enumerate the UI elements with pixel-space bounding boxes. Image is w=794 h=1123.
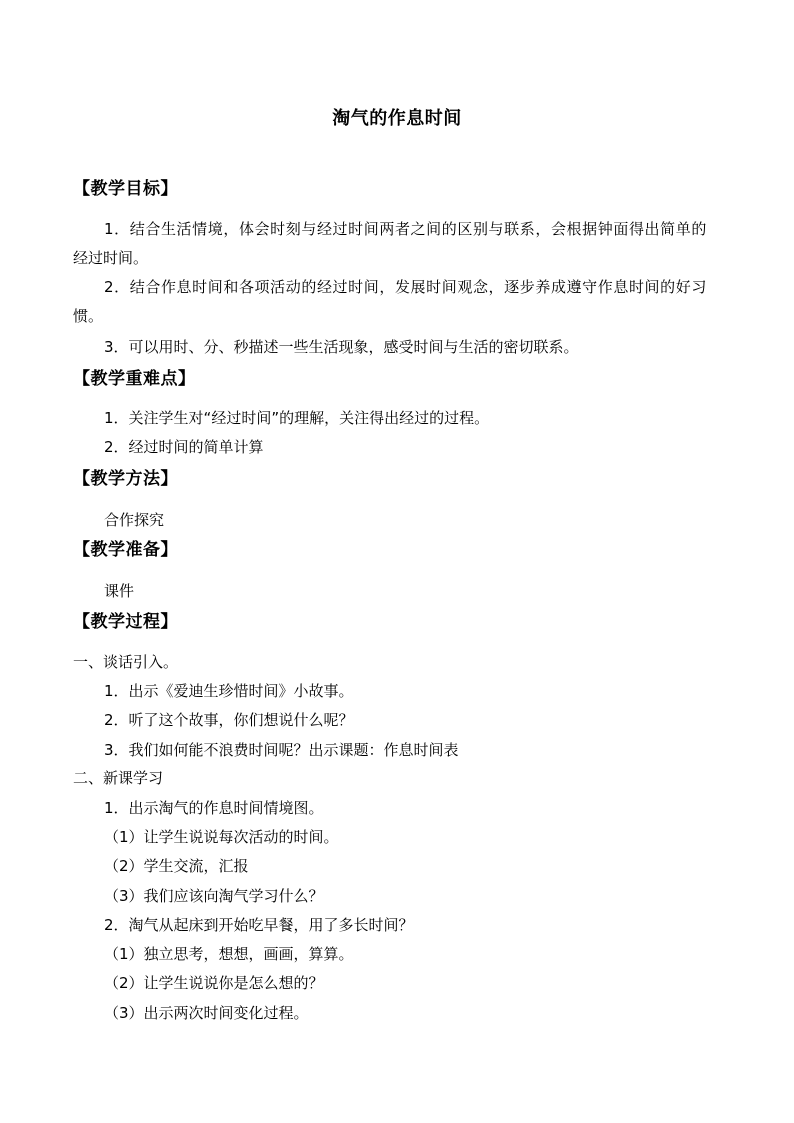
- process-part-2-item-1-sub-3: （3）我们应该向淘气学习什么？: [104, 887, 324, 905]
- key-point-item-1: 1．关注学生对“经过时间”的理解，关注得出经过的过程。: [104, 409, 490, 427]
- process-part-2-item-2-sub-1: （1）独立思考，想想，画画，算算。: [104, 945, 354, 963]
- process-part-2-title: 二、新课学习: [73, 769, 164, 787]
- process-part-1-item-1: 1．出示《爱迪生珍惜时间》小故事。: [104, 682, 354, 700]
- process-part-1-item-3: 3．我们如何能不浪费时间呢？出示课题：作息时间表: [104, 741, 459, 759]
- process-part-2-item-1-sub-1: （1）让学生说说每次活动的时间。: [104, 828, 339, 846]
- process-part-2-item-1-sub-2: （2）学生交流，汇报: [104, 857, 249, 875]
- section-heading-preparation: 【教学准备】: [73, 540, 178, 560]
- process-part-2-item-2: 2．淘气从起床到开始吃早餐，用了多长时间？: [104, 916, 414, 934]
- process-part-1-title: 一、谈话引入。: [73, 653, 179, 671]
- section-heading-key-points: 【教学重难点】: [73, 369, 196, 389]
- process-part-2-item-2-sub-3: （3）出示两次时间变化过程。: [104, 1004, 309, 1022]
- methods-text: 合作探究: [104, 511, 165, 529]
- preparation-text: 课件: [104, 582, 135, 600]
- section-heading-process: 【教学过程】: [73, 612, 178, 632]
- goal-item-2-line-2: 惯。: [73, 307, 104, 325]
- document-title: 淘气的作息时间: [332, 108, 462, 129]
- process-part-2-item-2-sub-2: （2）让学生说说你是怎么想的？: [104, 974, 324, 992]
- section-heading-goals: 【教学目标】: [73, 179, 178, 199]
- section-heading-methods: 【教学方法】: [73, 469, 178, 489]
- process-part-2-item-1: 1．出示淘气的作息时间情境图。: [104, 799, 324, 817]
- goal-item-2-line-1: 2．结合作息时间和各项活动的经过时间，发展时间观念，逐步养成遵守作息时间的好习: [104, 278, 707, 296]
- goal-item-1-line-2: 经过时间。: [73, 249, 149, 267]
- key-point-item-2: 2．经过时间的简单计算: [104, 438, 264, 456]
- goal-item-3: 3．可以用时、分、秒描述一些生活现象，感受时间与生活的密切联系。: [104, 338, 579, 356]
- process-part-1-item-2: 2．听了这个故事，你们想说什么呢？: [104, 711, 354, 729]
- goal-item-1-line-1: 1．结合生活情境，体会时刻与经过时间两者之间的区别与联系，会根据钟面得出简单的: [104, 220, 707, 238]
